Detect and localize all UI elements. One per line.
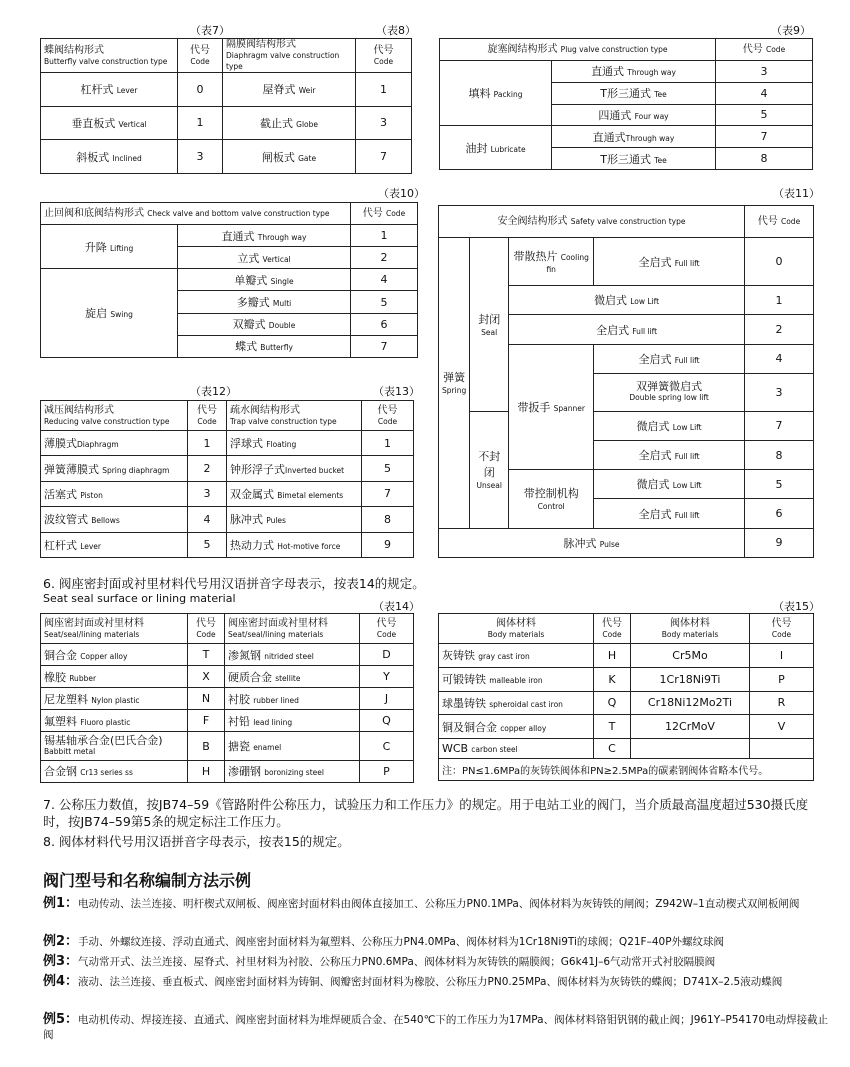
table-row: 灰铸铁 gray cast iron H Cr5Mo I bbox=[439, 644, 814, 668]
caption-table-14: （表14） bbox=[373, 600, 420, 613]
t11-code-header: 代号 Code bbox=[745, 206, 814, 238]
table-row: 弹簧 Spring 封闭 Seal 带散热片 Cooling fin 全启式 Full lift 0 bbox=[439, 238, 814, 286]
table-row: 微启式 Low Lift 1 bbox=[439, 286, 814, 315]
caption-table-8: （表8） bbox=[376, 24, 416, 37]
table-15: 阀体材料 Body materials 代号 Code 阀体材料 Body materials 代号 Code 灰铸铁 gray cast iron H Cr5Mo I 可锻铸铁 malleable iron K 1Cr18Ni9Ti P 球墨铸铁 spheroidal cast iron Q Cr18Ni12Mo2Ti R 铜及铜合金 copper alloy T 12CrMoV V WCB carbon steel C 注：PN≤1.6MPa的灰铸铁阀体和PN≥2.5MPa的碳素钢阀体省略本代号。 bbox=[438, 613, 814, 781]
caption-table-13: （表13） bbox=[373, 385, 420, 398]
table-11 bbox=[438, 205, 814, 558]
table-row: 垂直板式 Vertical 1 截止式 Globe 3 bbox=[41, 106, 412, 140]
table-row: 杠杆式 Lever 0 屋脊式 Weir 1 bbox=[41, 73, 412, 107]
t12-header: 减压阀结构形式 Reducing valve construction type bbox=[41, 401, 188, 431]
table-row: 尼龙塑料 Nylon plastic N 衬胶 rubber lined J bbox=[41, 688, 414, 710]
table-row: 薄膜式Diaphragm 1 浮球式 Floating 1 bbox=[41, 431, 414, 456]
table-row: 活塞式 Piston 3 双金属式 Bimetal elements 7 bbox=[41, 481, 414, 506]
table-row: 旋启 Swing 单瓣式 Single 4 bbox=[41, 269, 418, 291]
table-row: 升降 Lifting 直通式 Through way 1 bbox=[41, 225, 418, 247]
caption-table-10: （表10） bbox=[378, 187, 425, 200]
table-row: 立式 Vertical 2 bbox=[41, 247, 418, 269]
table-row: 双弹簧微启式 Double spring low lift 3 bbox=[439, 373, 814, 411]
table-10 bbox=[40, 202, 418, 358]
example-5: 例5：电动机传动、焊接连接、直通式、阀座密封面材料为堆焊硬质合金、在540℃下的工作压力为17MPa、阀体材料铬钼钒钢的截止阀；J961Y–P54170电动焊接截止阀 bbox=[43, 1012, 829, 1041]
table-row: 脉冲式 Pulse 9 bbox=[439, 528, 814, 557]
table-row: 氟塑料 Fluoro plastic F 衬铅 lead lining Q bbox=[41, 710, 414, 732]
table-row: 可锻铸铁 malleable iron K 1Cr18Ni9Ti P bbox=[439, 667, 814, 691]
table-row: 弹簧薄膜式 Spring diaphragm 2 钟形浮子式Inverted bucket 5 bbox=[41, 456, 414, 481]
table-row: 双瓣式 Double 6 bbox=[41, 313, 418, 335]
t8-header: 隔膜阀结构形式 Diaphragm valve construction type bbox=[223, 39, 356, 73]
section-7-text: 7. 公称压力数值，按JB74–59《管路附件公称压力，试验压力和工作压力》的规定。用于电站工业的阀门，当介质最高温度超过530摄氏度时，按JB74–59第5条的规定标注工作压力。 bbox=[43, 797, 809, 829]
table-row: 橡胶 Rubber X 硬质合金 stellite Y bbox=[41, 666, 414, 688]
example-1: 例1：电动传动、法兰连接、明杆楔式双闸板、阀座密封面材料由阀体直接加工、公称压力PN0.1MPa、阀体材料为灰铸铁的闸阀；Z942W–1直动楔式双闸板闸阀 bbox=[43, 896, 800, 911]
table-row: 锡基轴承合金(巴氏合金) Babbitt metal B 搪瓷 enamel C bbox=[41, 732, 414, 761]
table-12-13 bbox=[40, 400, 414, 558]
table-row: 波纹管式 Bellows 4 脉冲式 Pules 8 bbox=[41, 507, 414, 532]
table-row: 油封 Lubricate 直通式Through way 7 bbox=[440, 126, 813, 148]
table-row: 斜板式 Inclined 3 闸板式 Gate 7 bbox=[41, 140, 412, 174]
table-9 bbox=[439, 38, 813, 170]
table-row: WCB carbon steel C bbox=[439, 739, 814, 759]
table-row: 不封闭 Unseal 微启式 Low Lift 7 bbox=[439, 411, 814, 440]
example-3: 例3：气动常开式、法兰连接、屋脊式、衬里材料为衬胶、公称压力PN0.6MPa、阀体材料为灰铸铁的隔膜阀；G6k41J–6气动常开式衬胶隔膜阀 bbox=[43, 954, 716, 969]
table-row: 杠杆式 Lever 5 热动力式 Hot-motive force 9 bbox=[41, 532, 414, 557]
table-row: 全启式 Full lift 6 bbox=[439, 499, 814, 528]
table-row: 带扳手 Spanner 全启式 Full lift 4 bbox=[439, 344, 814, 373]
table-row: 全启式 Full lift 8 bbox=[439, 440, 814, 469]
t13-header: 疏水阀结构形式 Trap valve construction type bbox=[227, 401, 362, 431]
example-4: 例4：液动、法兰连接、垂直板式、阀座密封面材料为铸铜、阀瓣密封面材料为橡胶、公称压力PN0.25MPa、阀体材料为灰铸铁的蝶阀；D741X–2.5液动蝶阀 bbox=[43, 974, 783, 989]
table-row: 多瓣式 Multi 5 bbox=[41, 291, 418, 313]
table-row: 球墨铸铁 spheroidal cast iron Q Cr18Ni12Mo2Ti R bbox=[439, 691, 814, 715]
caption-table-12: （表12） bbox=[190, 385, 237, 398]
table-row: 铜及铜合金 copper alloy T 12CrMoV V bbox=[439, 715, 814, 739]
table-15-note: 注：PN≤1.6MPa的灰铸铁阀体和PN≥2.5MPa的碳素钢阀体省略本代号。 bbox=[439, 758, 814, 780]
caption-table-11: （表11） bbox=[773, 187, 820, 200]
t12-code-header: 代号 Code bbox=[188, 401, 227, 431]
table-row: 四通式 Four way 5 bbox=[440, 104, 813, 126]
caption-table-7: （表7） bbox=[190, 24, 230, 37]
table-row: T形三通式 Tee 8 bbox=[440, 148, 813, 170]
section-6-english: Seat seal surface or lining material bbox=[43, 592, 236, 605]
t9-header: 旋塞阀结构形式 Plug valve construction type bbox=[440, 39, 716, 61]
table-14: 阀座密封面或衬里材料 Seat/seal/lining materials 代号 Code 阀座密封面或衬里材料 Seat/seal/lining materials 代号 Code 铜合金 Copper alloy T 渗氮钢 nitrided steel D 橡胶 Rubber X 硬质合金 stellite Y 尼龙塑料 Nylon plastic N 衬胶 rubber lined J 氟塑料 Fluoro plastic F 衬铅 lead lining Q 锡基轴承合金(巴氏合金) Babbitt metal B 搪瓷 enamel C 合金钢 Cr13 series ss H 渗硼钢 boronizing steel P bbox=[40, 613, 414, 783]
t8-code-header: 代号 Code bbox=[356, 39, 412, 73]
caption-table-15: （表15） bbox=[773, 600, 820, 613]
table-7-8 bbox=[40, 38, 412, 174]
table-row: 带控制机构 Control 微启式 Low Lift 5 bbox=[439, 470, 814, 499]
section-6-text: 6. 阀座密封面或衬里材料代号用汉语拼音字母表示，按表14的规定。 bbox=[43, 576, 425, 591]
examples-title: 阀门型号和名称编制方法示例 bbox=[43, 871, 252, 890]
example-2: 例2：手动、外螺纹连接、浮动直通式、阀座密封面材料为氟塑料、公称压力PN4.0MPa、阀体材料为1Cr18Ni9Ti的球阀；Q21F–40P外螺纹球阀 bbox=[43, 934, 725, 949]
table-row: 铜合金 Copper alloy T 渗氮钢 nitrided steel D bbox=[41, 644, 414, 666]
t11-header: 安全阀结构形式 Safety valve construction type bbox=[439, 206, 745, 238]
table-row bbox=[439, 758, 814, 780]
table-row: 蝶式 Butterfly 7 bbox=[41, 335, 418, 357]
table-row: 填料 Packing 直通式 Through way 3 bbox=[440, 61, 813, 83]
t10-header: 止回阀和底阀结构形式 Check valve and bottom valve construction type bbox=[41, 203, 351, 225]
t7-header: 蝶阀结构形式 Butterfly valve construction type bbox=[41, 39, 178, 73]
caption-table-9: （表9） bbox=[771, 24, 811, 37]
t13-code-header: 代号 Code bbox=[362, 401, 414, 431]
t9-code-header: 代号 Code bbox=[716, 39, 813, 61]
section-8-text: 8. 阀体材料代号用汉语拼音字母表示，按表15的规定。 bbox=[43, 834, 350, 849]
table-row: 合金钢 Cr13 series ss H 渗硼钢 boronizing steel P bbox=[41, 760, 414, 782]
table-row: 全启式 Full lift 2 bbox=[439, 315, 814, 344]
table-row: T形三通式 Tee 4 bbox=[440, 82, 813, 104]
t7-code-header: 代号 Code bbox=[178, 39, 223, 73]
t10-code-header: 代号 Code bbox=[351, 203, 418, 225]
